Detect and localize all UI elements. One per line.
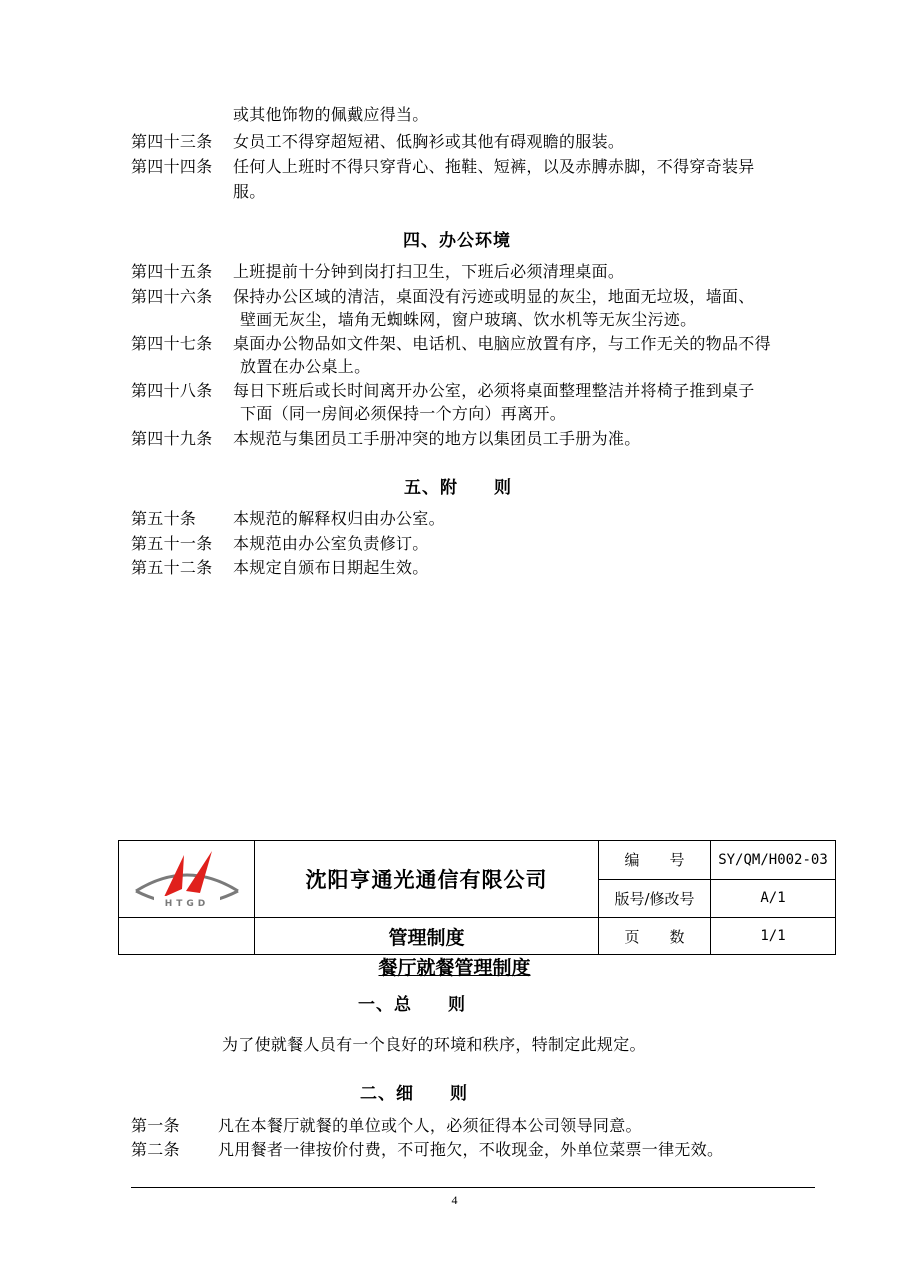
clause-text: 本规范的解释权归由办公室。 [233,509,445,528]
clause-text: 女员工不得穿超短裙、低胸衫或其他有碍观瞻的服装。 [233,132,625,151]
clause-text: 桌面办公物品如文件架、电话机、电脑应放置有序，与工作无关的物品不得 [233,334,771,353]
section-heading: 一、总 则 [358,995,466,1015]
clause-text: 凡用餐者一律按价付费，不可拖欠，不收现金，外单位菜票一律无效。 [218,1140,724,1159]
document-title [0,953,909,980]
clause-text: 本规范由办公室负责修订。 [233,534,429,553]
category-label: 管理制度 [255,918,599,955]
clause-number: 第四十九条 [131,429,213,448]
clause-continuation: 下面（同一房间必须保持一个方向）再离开。 [240,404,567,423]
clause-number: 第五十条 [131,509,197,528]
clause-text: 任何人上班时不得只穿背心、拖鞋、短裤，以及赤膊赤脚，不得穿奇装异 [233,157,755,176]
section-heading: 二、细 则 [360,1084,468,1104]
clause-continuation: 放置在办公桌上。 [240,357,371,376]
clause-number: 第四十四条 [131,157,213,176]
page-count-value: 1/1 [711,918,836,955]
section-heading: 五、附 则 [404,478,512,498]
logo-text: HTGD [164,899,209,909]
intro-paragraph: 为了使就餐人员有一个良好的环境和秩序，特制定此规定。 [222,1035,646,1054]
clause-number: 第四十六条 [131,287,213,306]
doc-number-label: 编 号 [599,841,711,880]
clause-text: 每日下班后或长时间离开办公室，必须将桌面整理整洁并将椅子推到桌子 [233,381,755,400]
clause-number: 第四十五条 [131,262,213,281]
version-value: A/1 [711,879,836,918]
document-title-text: 餐厅就餐管理制度 [378,957,531,979]
clause-number: 第五十一条 [131,534,213,553]
clause-continuation: 壁画无灰尘，墙角无蜘蛛网，窗户玻璃、饮水机等无灰尘污迹。 [240,310,697,329]
clause-text: 上班提前十分钟到岗打扫卫生，下班后必须清理桌面。 [233,262,625,281]
clause-number: 第五十二条 [131,558,213,577]
htgd-logo-icon [124,841,250,913]
page-count-label: 页 数 [599,918,711,955]
company-logo [119,841,255,918]
footer-divider [131,1187,815,1188]
clause-text: 本规范与集团员工手册冲突的地方以集团员工手册为准。 [233,429,641,448]
clause-continuation: 或其他饰物的佩戴应得当。 [233,105,429,124]
clause-text: 凡在本餐厅就餐的单位或个人，必须征得本公司领导同意。 [218,1116,642,1135]
clause-text: 本规定自颁布日期起生效。 [233,558,429,577]
clause-number: 第一条 [131,1116,180,1135]
clause-text: 保持办公区域的清洁，桌面没有污迹或明显的灰尘，地面无垃圾，墙面、 [233,287,755,306]
version-label: 版号/修改号 [599,879,711,918]
clause-number: 第四十七条 [131,334,213,353]
clause-number: 第四十三条 [131,132,213,151]
clause-number: 第二条 [131,1140,180,1159]
company-name: 沈阳亨通光通信有限公司 [255,841,599,918]
clause-continuation: 服。 [233,182,266,201]
section-heading: 四、办公环境 [403,231,511,251]
document-header-table [118,840,836,955]
clause-number: 第四十八条 [131,381,213,400]
page-number: 4 [451,1193,458,1207]
doc-number-value: SY/QM/H002-03 [711,841,836,880]
logo-spacer-cell [119,918,255,955]
